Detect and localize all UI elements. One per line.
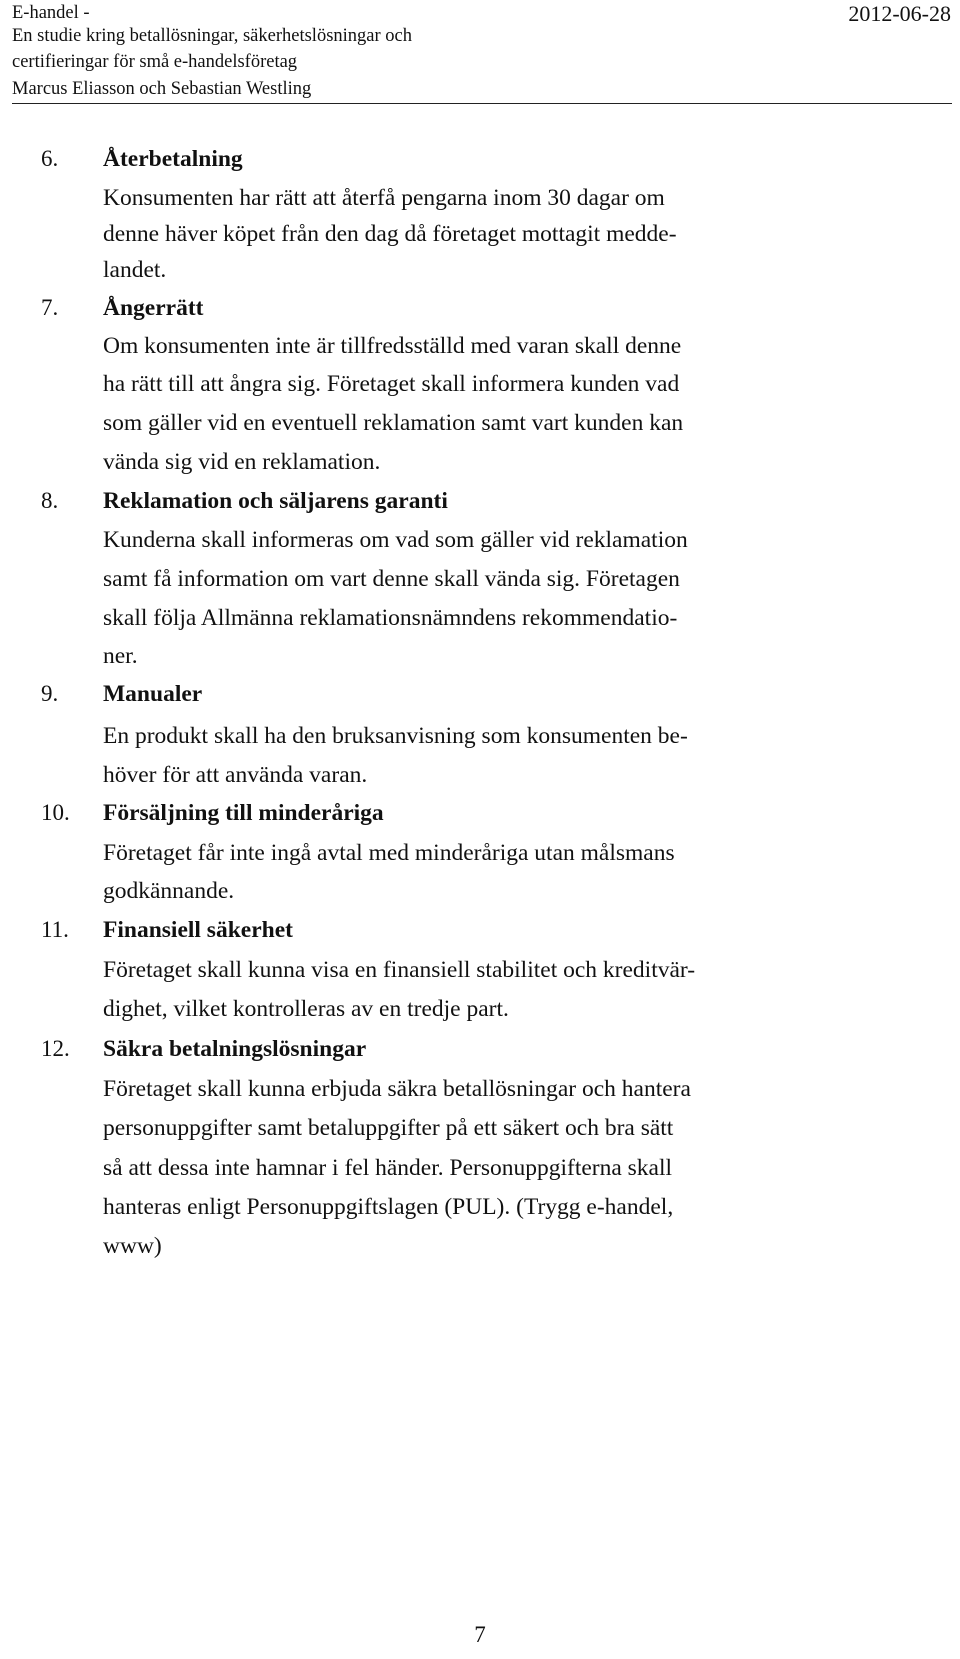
item-text-line: som gäller vid en eventuell reklamation samt vart kunden kan [103, 410, 684, 436]
item-text-line: denne häver köpet från den dag då företaget mottagit medde- [103, 221, 677, 247]
item-number: 9. [41, 681, 59, 706]
item-text-line: Kunderna skall informeras om vad som gäller vid reklamation [103, 527, 688, 553]
item-heading: Försäljning till minderåriga [103, 800, 384, 826]
item-text-line: godkännande. [103, 878, 235, 904]
item-number: 11. [41, 917, 69, 942]
item-heading: Återbetalning [103, 146, 243, 172]
item-text-line: ner. [103, 643, 138, 669]
item-text-line: dighet, vilket kontrolleras av en tredje part. [103, 996, 509, 1022]
page-number: 7 [474, 1622, 486, 1647]
item-heading: Ångerrätt [103, 295, 204, 321]
item-text-line: samt få information om vart denne skall vända sig. Företagen [103, 566, 680, 592]
item-heading: Reklamation och säljarens garanti [103, 488, 448, 514]
item-heading: Säkra betalningslösningar [103, 1036, 367, 1062]
item-text-line: landet. [103, 257, 167, 283]
item-text-line: höver för att använda varan. [103, 762, 368, 788]
item-text-line: Företaget får inte ingå avtal med minderåriga utan målsmans [103, 840, 675, 866]
header-subtitle-line-2: certifieringar för små e-handelsföretag [12, 52, 298, 72]
item-text-line: så att dessa inte hamnar i fel händer. Personuppgifterna skall [103, 1155, 673, 1181]
item-text-line: En produkt skall ha den bruksanvisning som konsumenten be- [103, 723, 688, 749]
item-text-line: www) [103, 1233, 162, 1259]
item-heading: Finansiell säkerhet [103, 917, 293, 943]
item-text-line: vända sig vid en reklamation. [103, 449, 381, 475]
item-number: 12. [41, 1036, 70, 1061]
header-title: E-handel - [12, 3, 90, 23]
item-text-line: skall följa Allmänna reklamationsnämndens rekommendatio- [103, 605, 678, 631]
item-text-line: personuppgifter samt betaluppgifter på ett säkert och bra sätt [103, 1115, 674, 1141]
item-number: 10. [41, 800, 70, 825]
item-text-line: hanteras enligt Personuppgiftslagen (PUL). (Trygg e-handel, [103, 1194, 674, 1220]
item-number: 8. [41, 488, 59, 513]
header-authors: Marcus Eliasson och Sebastian Westling [12, 79, 312, 99]
item-text-line: Konsumenten har rätt att återfå pengarna inom 30 dagar om [103, 185, 665, 211]
header-subtitle-line-1: En studie kring betallösningar, säkerhetslösningar och [12, 26, 412, 46]
item-text-line: Om konsumenten inte är tillfredsställd med varan skall denne [103, 333, 682, 359]
item-text-line: Företaget skall kunna visa en finansiell stabilitet och kreditvär- [103, 957, 696, 983]
page-header [12, 0, 952, 104]
item-heading: Manualer [103, 681, 203, 707]
item-number: 6. [41, 146, 59, 171]
item-text-line: ha rätt till att ångra sig. Företaget skall informera kunden vad [103, 371, 680, 397]
item-text-line: Företaget skall kunna erbjuda säkra betallösningar och hantera [103, 1076, 691, 1102]
header-date: 2012-06-28 [848, 1, 951, 26]
item-number: 7. [41, 295, 59, 320]
